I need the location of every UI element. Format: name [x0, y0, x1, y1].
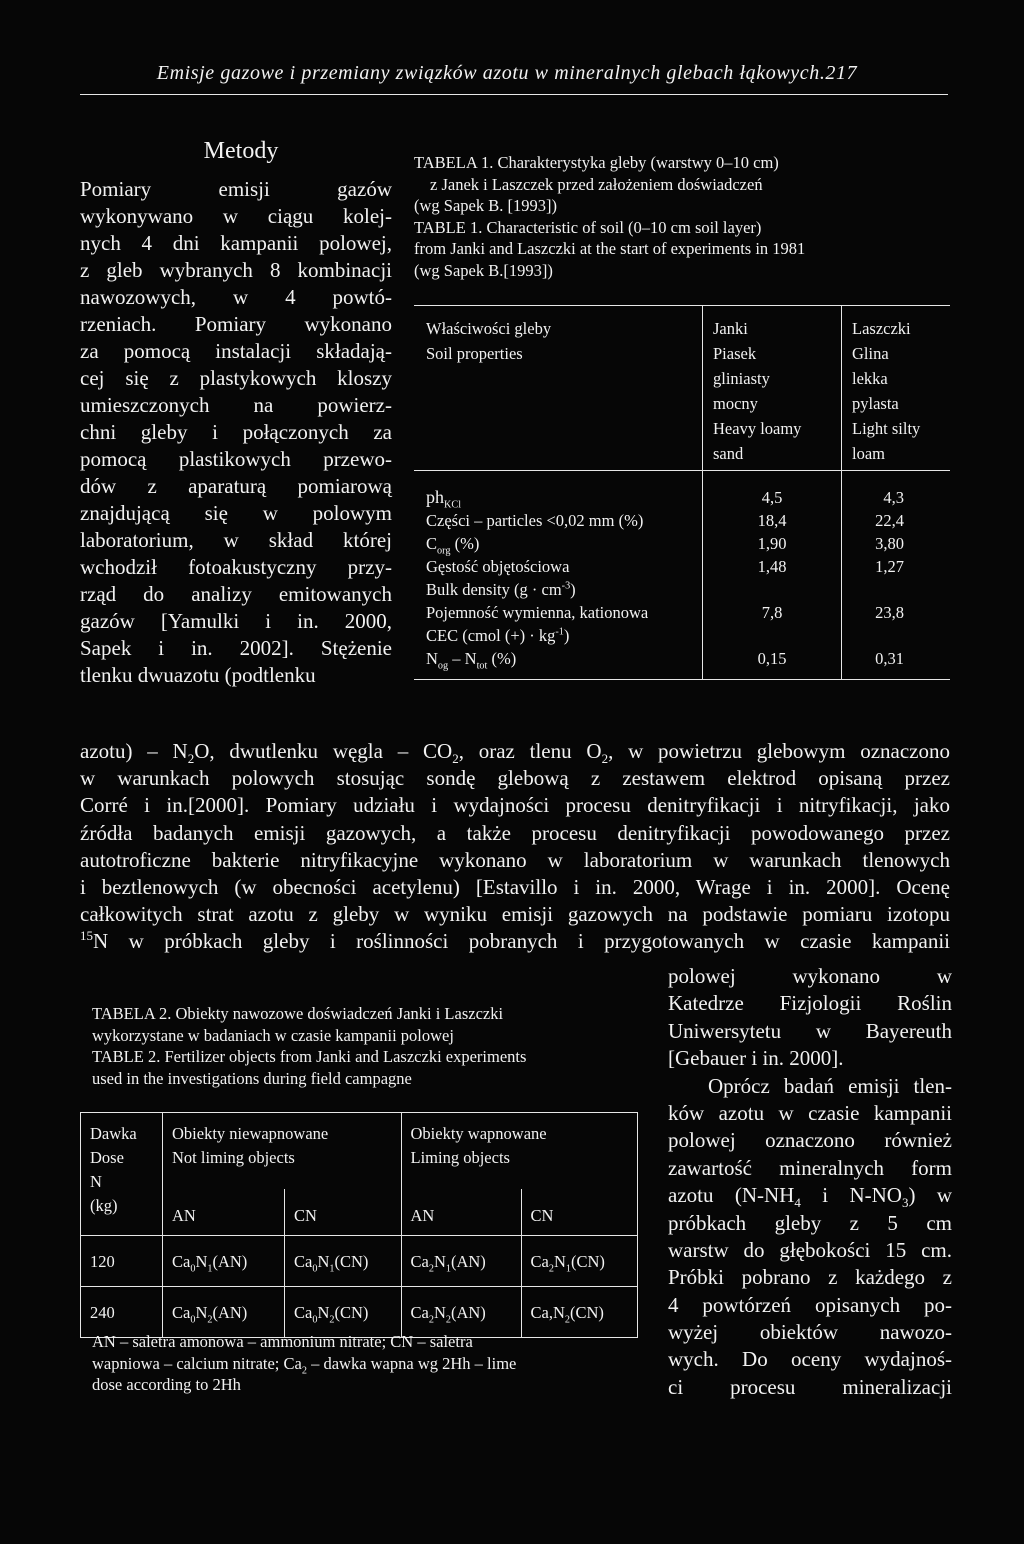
text-line: laboratorium, w skład której — [80, 528, 392, 552]
subheader-cn: CN — [285, 1189, 402, 1236]
fertilizer-objects-table — [80, 1112, 638, 1338]
object-cell: $Ca_0N_1(AN)$ — [163, 1236, 285, 1287]
caption-line: z Janek i Laszczek przed założeniem doświadczeń — [430, 174, 763, 194]
text-line: całkowitych strat azotu z gleby w wyniku emisji gazowych na podstawie pomiaru izotopu — [80, 902, 950, 927]
text-line: próbkach gleby z 5 cm — [668, 1210, 952, 1235]
text-line: ków azotu w czasie kampanii — [668, 1100, 952, 1125]
text-line: Uniwersytetu w Bayereuth — [668, 1018, 952, 1043]
text-line: Oprócz badań emisji tlen- — [708, 1073, 952, 1098]
table-row — [81, 1236, 638, 1287]
text-line: umieszczonych na powierz- — [80, 393, 392, 417]
text-line: i beztlenowych (w obecności acetylenu) [Estavillo i in. 2000, Wrage i in. 2000]. Ocenę — [80, 874, 950, 899]
text-line: gazów [Yamulki i in. 2000, — [80, 609, 392, 633]
text-line: Próbki pobrano z każdego z — [668, 1265, 952, 1290]
dose-cell: 240 — [81, 1287, 163, 1338]
note-line: dose according to 2Hh — [92, 1375, 241, 1395]
left-column-text — [80, 176, 392, 689]
right-column-text — [668, 963, 952, 1401]
text-line: wyżej obiektów nawozo- — [668, 1320, 952, 1345]
caption-line: TABLE 2. Fertilizer objects from Janki and Laszczki experiments — [92, 1047, 527, 1067]
caption-line: TABELA 2. Obiekty nawozowe doświadczeń Janki i Laszczki — [92, 1004, 504, 1023]
table-subheader-row — [81, 1189, 638, 1236]
section-heading: Metody — [203, 138, 279, 164]
text-line: azotu ($N-NH_4$ i $N-NO_3$) w — [668, 1183, 952, 1211]
running-header: Emisje gazowe i przemiany związków azotu w mineralnych glebach łąkowych.217 — [156, 62, 858, 84]
caption-line: used in the investigations during field campagne — [92, 1068, 412, 1088]
text-line: [Gebauer i in. 2000]. — [668, 1046, 844, 1071]
text-line: źródła badanych emisji gazowych, a także procesu denitryfikacji powodowanego przez — [80, 820, 950, 845]
text-line: pomocą plastikowych przewo- — [80, 447, 392, 471]
text-line: 4 powtórzeń opisanych po- — [668, 1292, 952, 1317]
object-cell: $Ca_0N_2(CN)$ — [285, 1287, 402, 1338]
header-not-limed: Obiekty niewapnowane Not liming objects — [163, 1113, 402, 1190]
text-line: Katedrze Fizjologii Roślin — [668, 991, 952, 1016]
header-janki: Janki Piasek gliniasty mocny Heavy loamy sand — [703, 306, 842, 471]
text-line: wych. Do oceny wydajnoś- — [668, 1347, 952, 1372]
text-line: chni gleby i połączonych za — [80, 420, 392, 444]
text-line: autotroficzne bakterie nitryfikacyjne wykonano w laboratorium w warunkach tlenowych — [80, 847, 950, 872]
table-row — [414, 471, 950, 680]
object-cell: $Ca_2N_1(CN)$ — [521, 1236, 638, 1287]
text-line: $^{15}$N w próbkach gleby i roślinności pobranych i przygotowanych w czasie kampanii — [80, 928, 950, 954]
caption-line: wykorzystane w badaniach w czasie kampanii polowej — [92, 1025, 454, 1045]
note-line: AN – saletra amonowa – ammonium nitrate; CN – saletra — [92, 1332, 473, 1351]
text-line: warstw do głębokości 15 cm. — [668, 1237, 952, 1262]
text-line: nawozowych, w 4 powtó- — [80, 285, 392, 309]
full-width-text — [80, 738, 950, 956]
table2-caption — [92, 1003, 652, 1089]
object-cell: $Ca_0N_1(CN)$ — [285, 1236, 402, 1287]
text-line: Pomiary emisji gazów — [80, 177, 392, 201]
header-dose: Dawka Dose N (kg) — [81, 1113, 163, 1236]
janki-values: 4,5 18,4 1,90 1,48 7,8 0,15 — [703, 471, 842, 680]
text-line: Sapek i in. 2002]. Stężenie — [80, 636, 392, 660]
text-line: wykonywano w ciągu kolej- — [80, 204, 392, 228]
table1-caption — [414, 152, 954, 282]
text-line: Corré i in.[2000]. Pomiary udziału i wydajności procesu denitryfikacji i nitryfikacji, jako — [80, 793, 950, 818]
text-line: nych 4 dni kampanii polowej, — [80, 231, 392, 255]
caption-line: TABLE 1. Characteristic of soil (0–10 cm soil layer) — [414, 217, 762, 237]
text-line: dów z aparaturą pomiarową — [80, 474, 392, 498]
caption-line: TABELA 1. Charakterystyka gleby (warstwy 0–10 cm) — [414, 153, 779, 172]
header-laszczki: Laszczki Glina lekka pylasta Light silty loam — [842, 306, 951, 471]
text-line: za pomocą instalacji składają- — [80, 339, 392, 363]
text-line: rząd do analizy emitowanych — [80, 582, 392, 606]
soil-properties-table — [414, 305, 950, 680]
text-line: ci procesu mineralizacji — [668, 1374, 952, 1399]
caption-line: (wg Sapek B. [1993]) — [414, 196, 557, 216]
row-labels: $ph_{KCl}$ Części – particles <0,02 mm (%) $C_{org}$ (%) Gęstość objętościowa Bulk density $(g \cdot cm^{-3})$ Pojemność wymienna, kationowa CEC (cmol (+) · $kg^{-1}$) $N_{og} - N_{tot}$ (%) — [414, 471, 703, 680]
table2-notes — [92, 1331, 652, 1396]
subheader-cn: CN — [521, 1189, 638, 1236]
text-line: znajdującą się w polowym — [80, 501, 392, 525]
caption-line: from Janki and Laszczki at the start of experiments in 1981 — [414, 239, 806, 259]
text-line: polowej oznaczono również — [668, 1128, 952, 1153]
table-row — [81, 1287, 638, 1338]
header-rule — [80, 94, 948, 95]
text-line: wchodził fotoakustyczny przy- — [80, 555, 392, 579]
object-cell: $Ca_0N_2(AN)$ — [163, 1287, 285, 1338]
dose-cell: 120 — [81, 1236, 163, 1287]
header-limed: Obiekty wapnowane Liming objects — [401, 1113, 638, 1190]
caption-line: (wg Sapek B.[1993]) — [414, 260, 553, 280]
object-cell: $Ca_2N_1(AN)$ — [401, 1236, 521, 1287]
note-line: wapniowa – calcium nitrate; $Ca_2$ – dawka wapna wg 2Hh – lime — [92, 1353, 517, 1376]
text-line: zawartość mineralnych form — [668, 1155, 952, 1180]
object-cell: $Ca_2N_2(AN)$ — [401, 1287, 521, 1338]
text-line: z gleb wybranych 8 kombinacji — [80, 258, 392, 282]
table-header-row — [81, 1113, 638, 1190]
table-header-row — [414, 306, 950, 471]
text-line: azotu) – $N_2O$, dwutlenku węgla – $CO_2$, oraz tlenu $O_2$, w powietrzu glebowym oznaczono — [80, 739, 950, 767]
object-cell: $Ca,N_2(CN)$ — [521, 1287, 638, 1338]
text-line: w warunkach polowych stosując sondę glebową z zestawem elektrod opisaną przez — [80, 766, 950, 791]
laszczki-values: 4,3 22,4 3,80 1,27 23,8 0,31 — [875, 488, 904, 668]
text-line: polowej wykonano w — [668, 964, 952, 988]
text-line: tlenku dwuazotu (podtlenku — [80, 663, 316, 687]
subheader-an: AN — [401, 1189, 521, 1236]
header-properties: Właściwości gleby Soil properties — [414, 306, 703, 471]
subheader-an: AN — [163, 1189, 285, 1236]
text-line: cej się z plastykowych kloszy — [80, 366, 392, 390]
text-line: rzeniach. Pomiary wykonano — [80, 312, 392, 336]
